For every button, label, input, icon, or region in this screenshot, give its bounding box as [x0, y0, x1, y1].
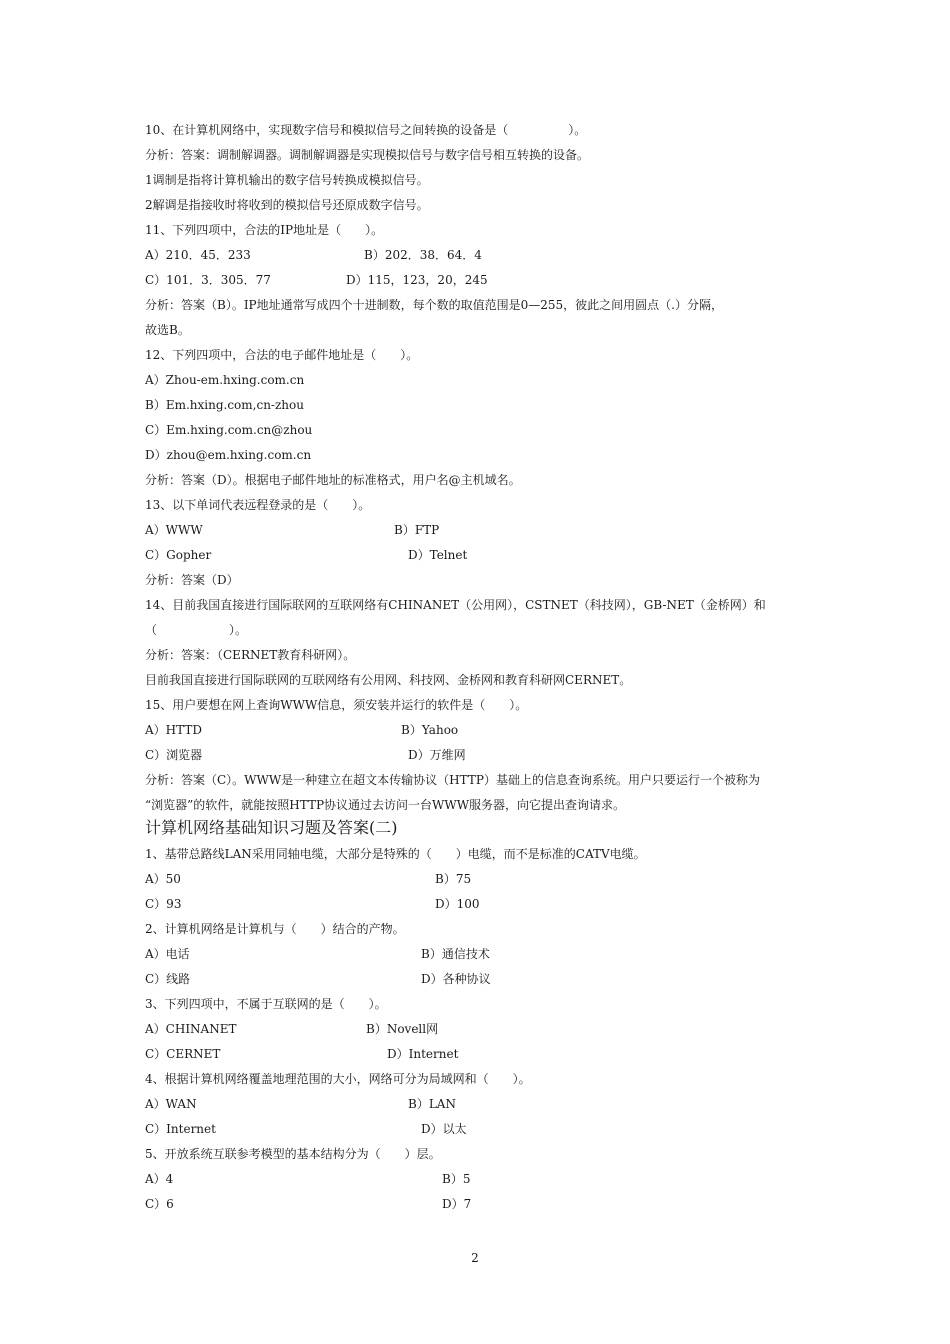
analysis-14-note: 目前我国直接进行国际联网的互联网络有公用网、科技网、金桥网和教育科研网CERNET。 — [145, 673, 632, 687]
option-12-a: A）Zhou-em.hxing.com.cn — [145, 373, 305, 387]
analysis-10-note-1: 1调制是指将计算机输出的数字信号转换成模拟信号。 — [145, 173, 429, 187]
s2-question-1: 1、基带总路线LAN采用同轴电缆，大部分是特殊的（ ）电缆，而不是标准的CATV电缆。 — [145, 847, 646, 861]
question-14-blank: （ ）。 — [145, 623, 248, 637]
analysis-10-note-2: 2解调是指接收时将收到的模拟信号还原成数字信号。 — [145, 198, 429, 212]
question-12: 12、下列四项中，合法的电子邮件地址是（ ）。 — [145, 348, 419, 362]
option-12-d: D）zhou@em.hxing.com.cn — [145, 448, 312, 462]
analysis-14: 分析：答案：（CERNET教育科研网）。 — [145, 648, 356, 662]
analysis-12: 分析：答案（D）。根据电子邮件地址的标准格式，用户名@主机域名。 — [145, 473, 521, 487]
analysis-15: 分析：答案（C）。WWW是一种建立在超文本传输协议（HTTP）基础上的信息查询系统。用户只要运行一个被称为 — [145, 773, 760, 787]
question-10: 10、在计算机网络中，实现数字信号和模拟信号之间转换的设备是（ ）。 — [145, 123, 587, 137]
s2-question-5: 5、开放系统互联参考模型的基本结构分为（ ）层。 — [145, 1147, 441, 1161]
s2-question-3: 3、下列四项中，不属于互联网的是（ ）。 — [145, 997, 387, 1011]
question-13: 13、以下单词代表远程登录的是（ ）。 — [145, 498, 371, 512]
analysis-15-cont: “浏览器”的软件，就能按照HTTP协议通过去访问一台WWW服务器，向它提出查询请求。 — [145, 798, 626, 812]
analysis-13: 分析：答案（D） — [145, 573, 239, 587]
question-11: 11、下列四项中，合法的IP地址是（ ）。 — [145, 223, 384, 237]
option-12-b: B）Em.hxing.com,cn-zhou — [145, 398, 304, 412]
section-heading: 计算机网络基础知识习题及答案(二) — [145, 818, 398, 837]
question-15: 15、用户要想在网上查询WWW信息，须安装并运行的软件是（ ）。 — [145, 698, 528, 712]
analysis-10: 分析：答案：调制解调器。调制解调器是实现模拟信号与数字信号相互转换的设备。 — [145, 148, 590, 162]
analysis-11-cont: 故选B。 — [145, 323, 190, 337]
s2-question-4: 4、根据计算机网络覆盖地理范围的大小，网络可分为局域网和（ ）。 — [145, 1072, 531, 1086]
option-12-c: C）Em.hxing.com.cn@zhou — [145, 423, 313, 437]
analysis-11: 分析：答案（B）。IP地址通常写成四个十进制数，每个数的取值范围是0—255，彼此之间用圆点（.）分隔， — [145, 298, 723, 312]
page-number: 2 — [471, 1251, 479, 1265]
question-14: 14、目前我国直接进行国际联网的互联网络有CHINANET（公用网），CSTNET（科技网），GB-NET（金桥网）和 — [145, 598, 766, 612]
document-page: 10、在计算机网络中，实现数字信号和模拟信号之间转换的设备是（ ）。 分析：答案：调制解调器。调制解调器是实现模拟信号与数字信号相互转换的设备。 1调制是指将计算机输出的数字信号转换成模拟信号。 2解调是指接收时将收到的模拟信号还原成数字信号。 11、下列四项中，合法的IP地址是（ ）。 A）210．45．233 B）202．38．64．4 C）101．3．305．77 D）115，123，20，245 分析：答案（B）。IP地址通常写成四个十进制数，每个数的取值范围是0—255，彼此之间用圆点（.）分隔， 故选B。 12、下列四项中，合法的电子邮件地址是（ ）。 A）Zhou-em.hxing.com.cn B）Em.hxing.com,cn-zhou C）Em.hxing.com.cn@zhou D）zhou@em.hxing.com.cn 分析：答案（D）。根据电子邮件地址的标准格式，用户名@主机域名。 13、以下单词代表远程登录的是（ ）。 A）WWW B）FTP C）Gopher D）Telnet 分析：答案（D） 14、目前我国直接进行国际联网的互联网络有CHINANET（公用网），CSTNET（科技网），GB-NET（金桥网）和 （ ）。 分析：答案：（CERNET教育科研网）。 目前我国直接进行国际联网的互联网络有公用网、科技网、金桥网和教育科研网CERNET。 15、用户要想在网上查询WWW信息，须安装并运行的软件是（ ）。 A）HTTD B）Yahoo C）浏览器 D）万维网 分析：答案（C）。WWW是一种建立在超文本传输协议（HTTP）基础上的信息查询系统。用户只要运行一个被称为 “浏览器”的软件，就能按照HTTP协议通过去访问一台WWW服务器，向它提出查询请求。 计算机网络基础知识习题及答案(二) 1、基带总路线LAN采用同轴电缆，大部分是特殊的（ ）电缆，而不是标准的CATV电缆。 A）50 B）75 C）93 D）100 2、计算机网络是计算机与（ ）结合的产物。 A）电话 B）通信技术 C）线路 D）各种协议 3、下列四项中，不属于互联网的是（ ）。 A）CHINANET B）Novell网 C）CERNET D）Internet 4、根据计算机网络覆盖地理范围的大小，网络可分为局域网和（ ）。 A）WAN B）LAN C）Internet D）以太 5、开放系统互联参考模型的基本结构分为（ ）层。 A）4 B）5 C）6 D）7 2 — [0, 0, 950, 1344]
s2-question-2: 2、计算机网络是计算机与（ ）结合的产物。 — [145, 922, 405, 936]
